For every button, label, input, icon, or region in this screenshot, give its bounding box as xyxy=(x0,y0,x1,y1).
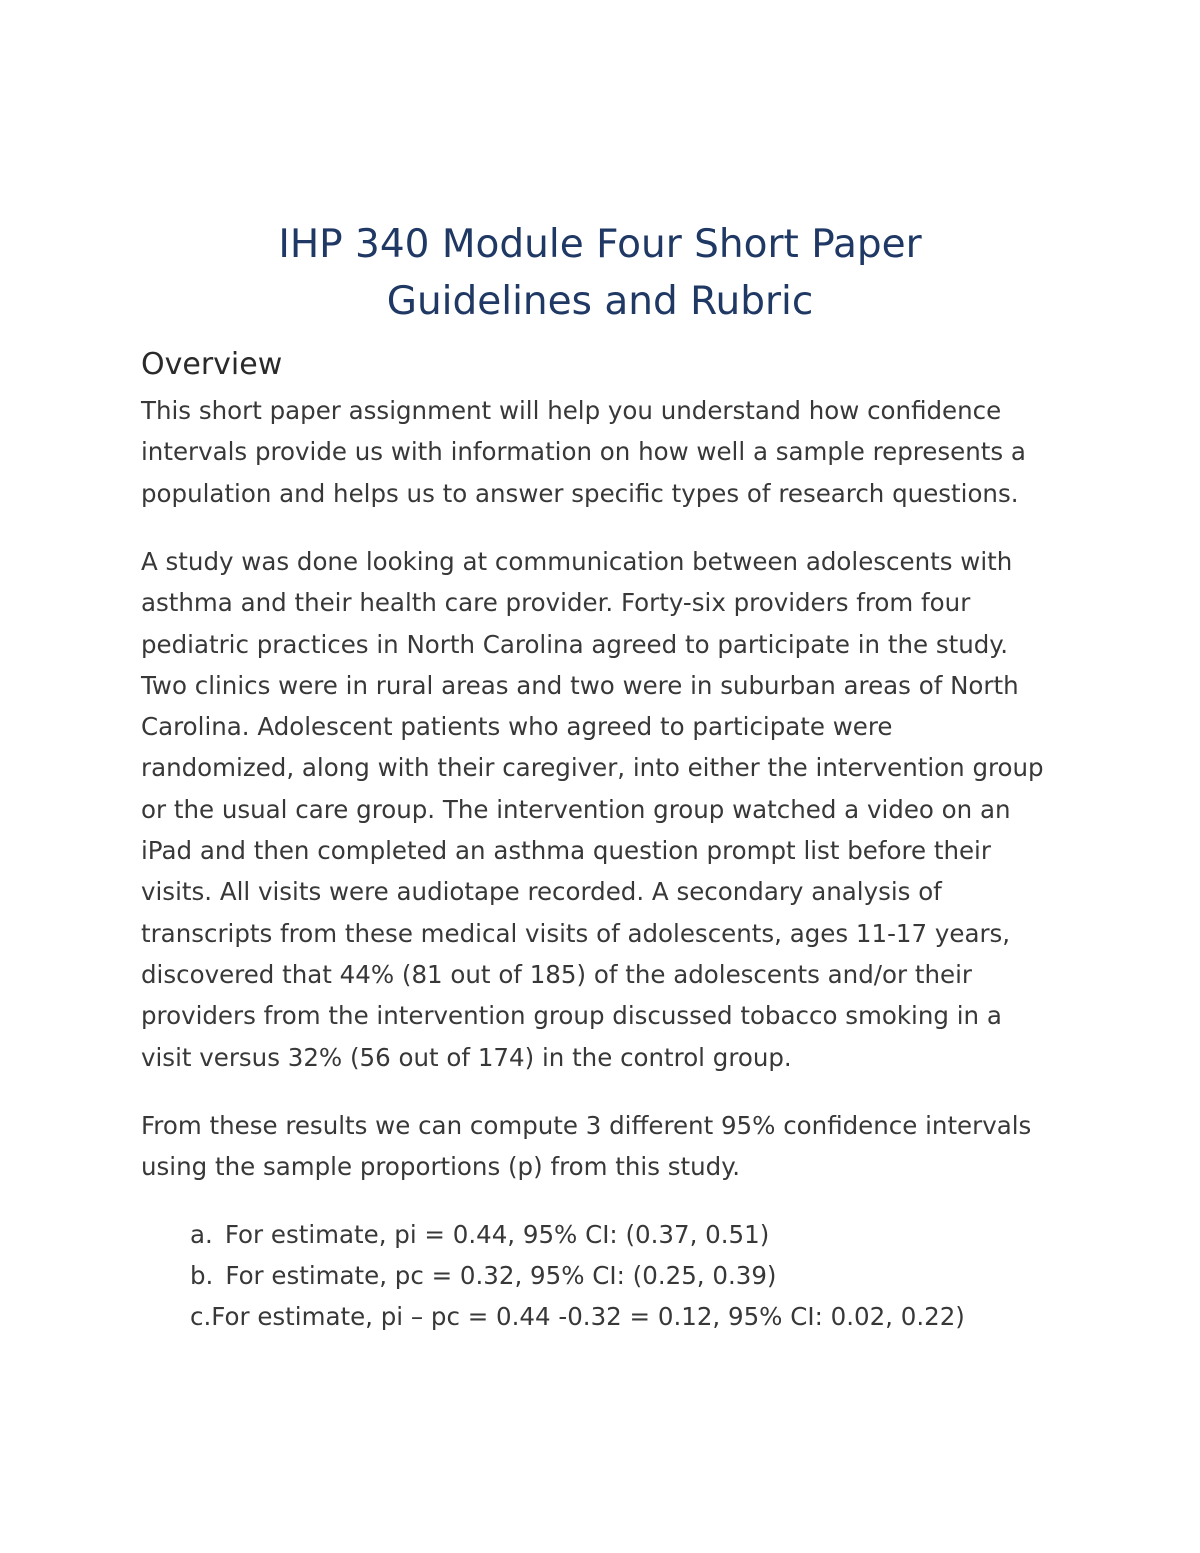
title-line-2: Guidelines and Rubric xyxy=(386,279,814,325)
confidence-interval-list xyxy=(190,1214,965,1337)
list-item xyxy=(190,1255,965,1296)
text-line: discovered that 44% (81 out of 185) of the adolescents and/or their xyxy=(141,959,972,989)
text-line: transcripts from these medical visits of adolescents, ages 11-17 years, xyxy=(141,918,1011,948)
text-line: visits. All visits were audiotape recorded. A secondary analysis of xyxy=(141,877,942,907)
intro-paragraph xyxy=(141,390,1081,514)
title-line-1: IHP 340 Module Four Short Paper xyxy=(278,222,922,268)
study-paragraph xyxy=(141,541,1081,1078)
text-line: iPad and then completed an asthma question prompt list before their xyxy=(141,836,991,866)
text-line: asthma and their health care provider. Forty-six providers from four xyxy=(141,588,971,618)
list-item xyxy=(190,1296,965,1337)
text-line: visit versus 32% (56 out of 174) in the control group. xyxy=(141,1042,792,1072)
list-marker: a. xyxy=(190,1220,213,1249)
list-item-text: For estimate, pi = 0.44, 95% CI: (0.37, 0.51) xyxy=(224,1220,770,1249)
list-marker: b. xyxy=(190,1261,214,1290)
text-line: population and helps us to answer specific types of research questions. xyxy=(141,478,1019,508)
list-item-text: For estimate, pi – pc = 0.44 -0.32 = 0.12, 95% CI: 0.02, 0.22) xyxy=(211,1302,965,1331)
list-marker: c. xyxy=(190,1302,212,1331)
text-line: pediatric practices in North Carolina agreed to participate in the study. xyxy=(141,629,1009,659)
list-item xyxy=(190,1214,965,1255)
text-line: This short paper assignment will help you understand how confidence xyxy=(141,396,1002,425)
text-line: providers from the intervention group discussed tobacco smoking in a xyxy=(141,1001,1002,1031)
text-line: From these results we can compute 3 different 95% confidence intervals xyxy=(141,1111,1032,1140)
text-line: or the usual care group. The intervention group watched a video on an xyxy=(141,794,1011,824)
page-title xyxy=(0,216,1200,330)
text-line: randomized, along with their caregiver, into either the intervention group xyxy=(141,753,1044,783)
text-line: A study was done looking at communication between adolescents with xyxy=(141,547,1013,576)
text-line: Carolina. Adolescent patients who agreed to participate were xyxy=(141,712,893,742)
list-item-text: For estimate, pc = 0.32, 95% CI: (0.25, 0.39) xyxy=(225,1261,777,1290)
intervals-intro-paragraph xyxy=(141,1105,1081,1188)
text-line: using the sample proportions (p) from this study. xyxy=(141,1152,740,1182)
overview-heading: Overview xyxy=(141,347,283,382)
text-line: intervals provide us with information on how well a sample represents a xyxy=(141,437,1026,467)
text-line: Two clinics were in rural areas and two were in suburban areas of North xyxy=(141,670,1019,700)
